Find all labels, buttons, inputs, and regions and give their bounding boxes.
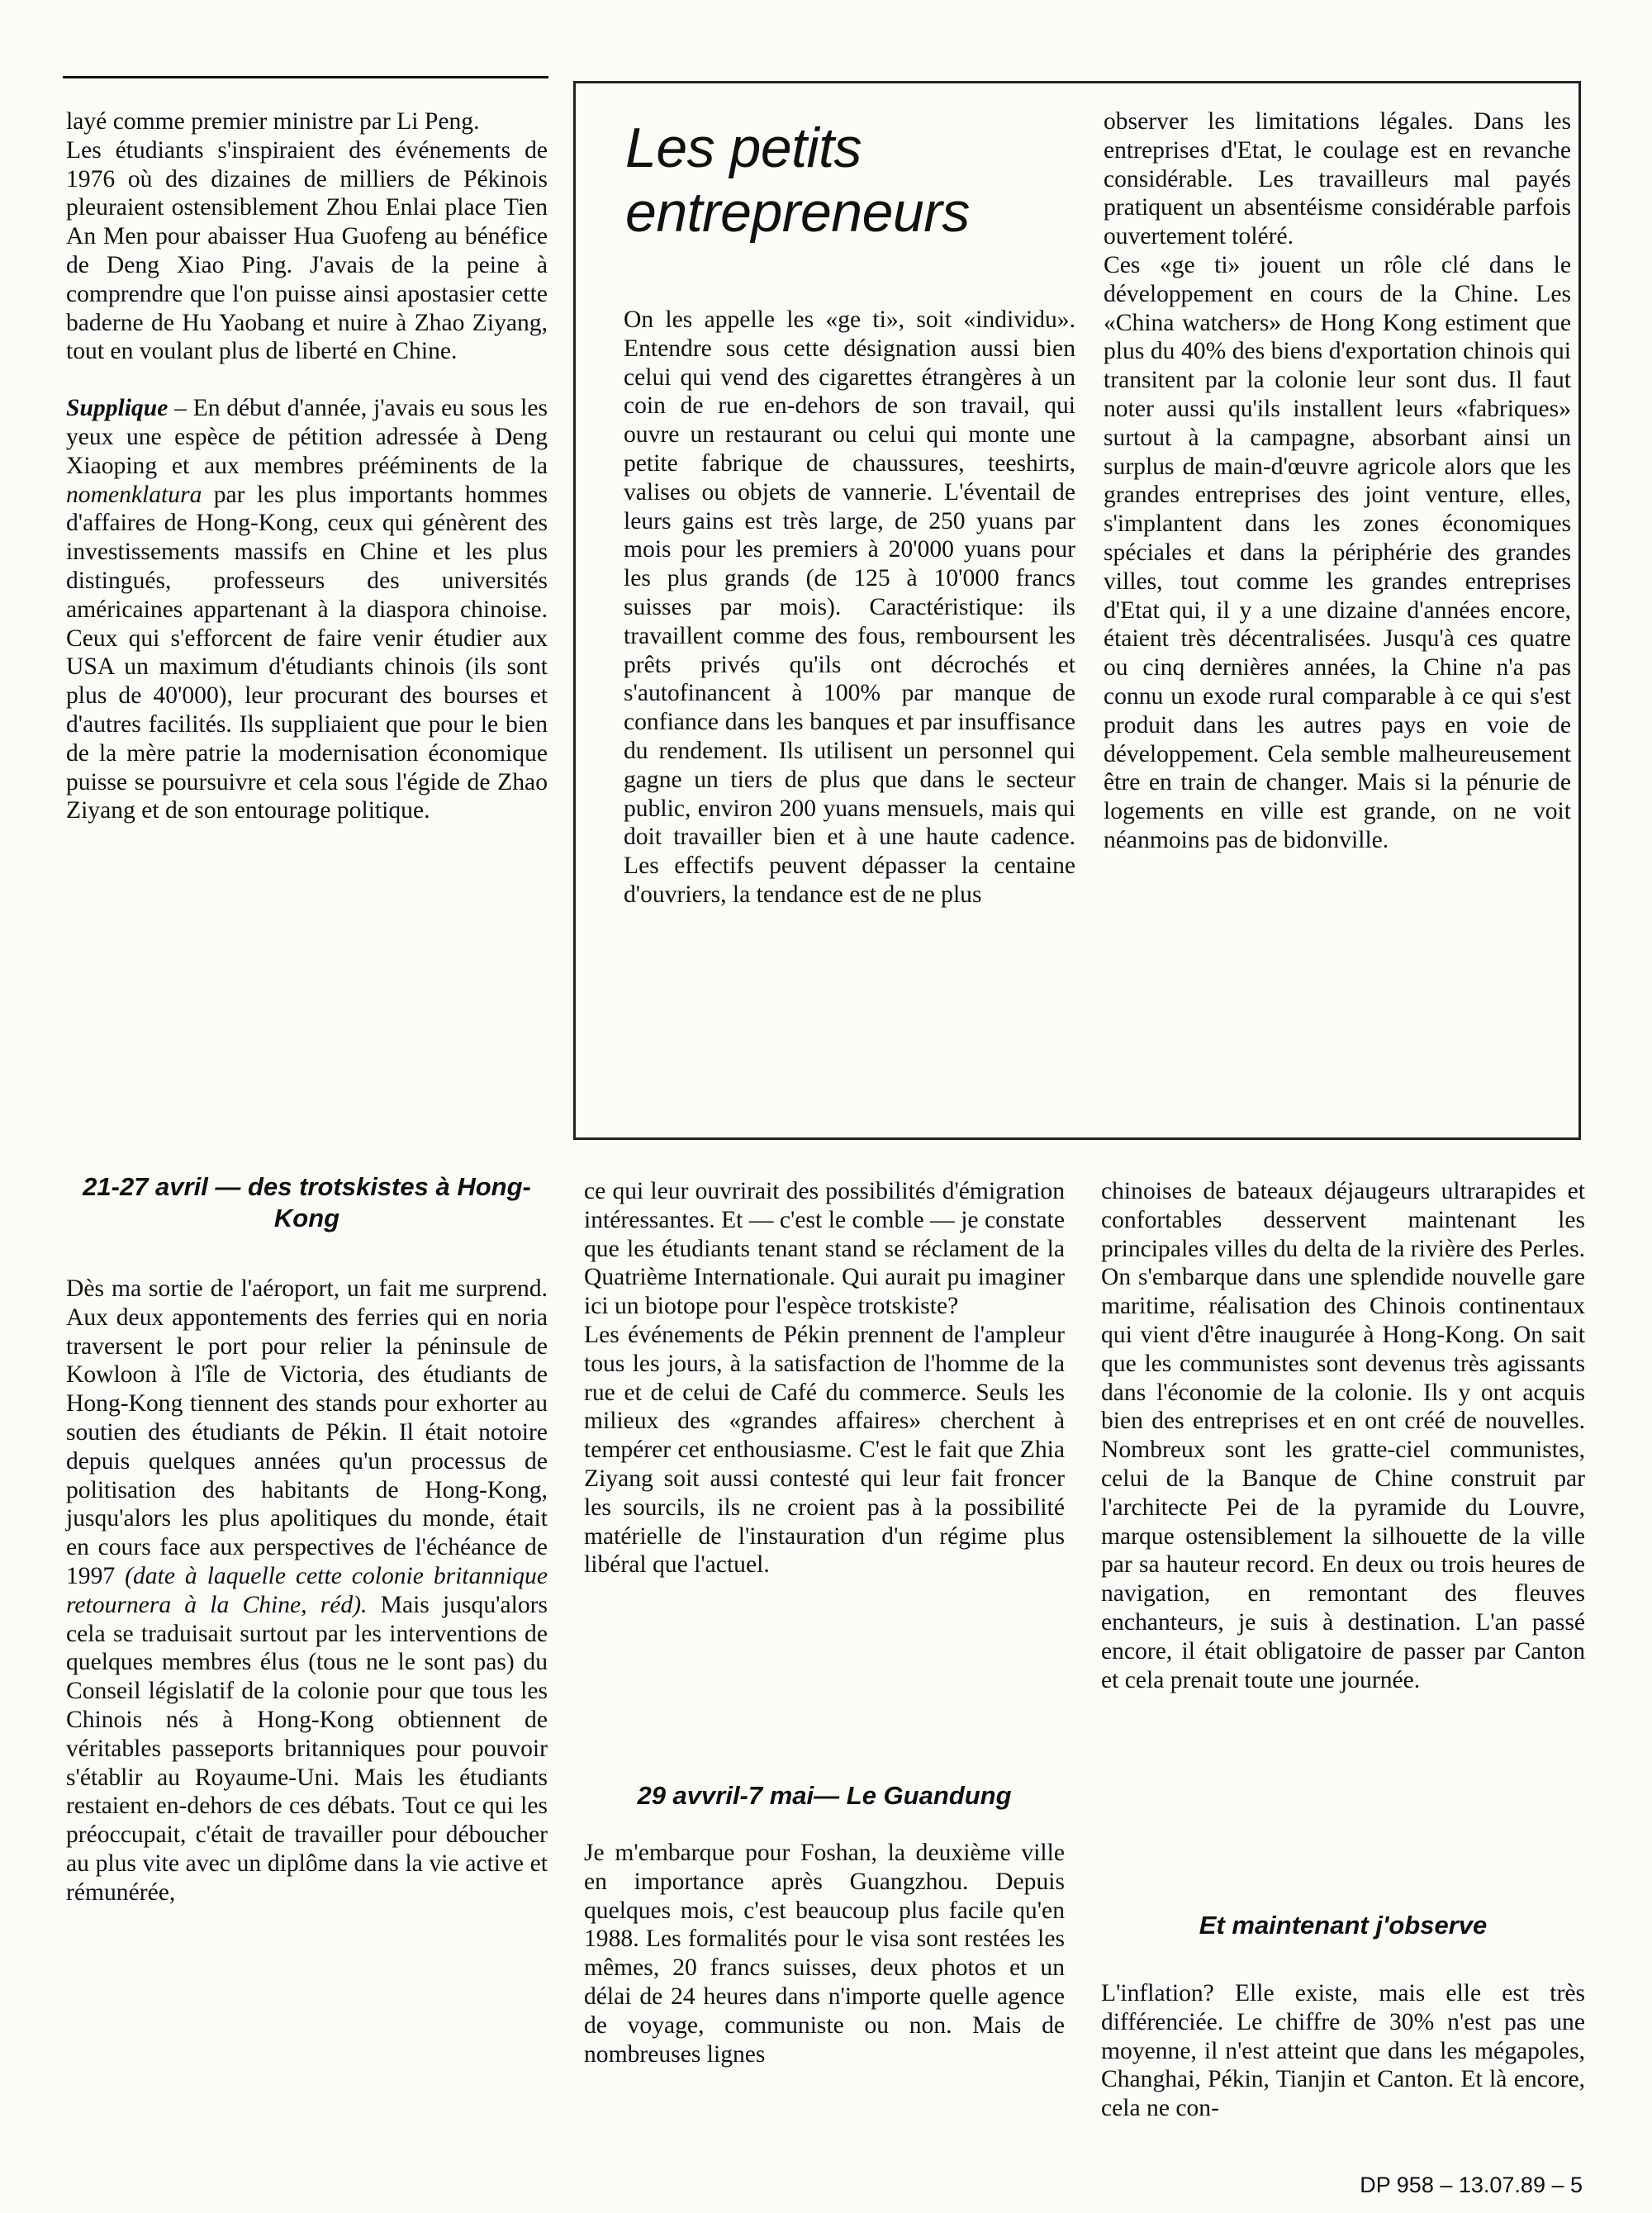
paragraph: Je m'embarque pour Foshan, la deuxième ville en importance après Guangzhou. Depuis quelques mois, c'est beaucoup plus facile qu'en 1988. Les formalités pour le visa sont restées les mêmes, 20 francs suisses, deux photos et un délai de 24 heures dans n'importe quelle agence de voyage, communiste ou non. Mais de nombreuses lignes [584,1840,1065,2068]
column-3-lower [1101,1979,1585,2123]
paragraph: L'inflation? Elle existe, mais elle est très différenciée. Le chiffre de 30% n'est pas une moyenne, il n'est atteint que dans les mégapoles, Changhai, Pékin, Tianjin et Canton. Et là encore, cela ne con- [1101,1980,1585,2122]
paragraph: ce qui leur ouvrirait des possibilités d'émigration intéressantes. Et — c'est le comble — je constate que les étudiants tenant stand se réclament de la Quatrième Internationale. Qui aurait pu imaginer ici un biotope pour l'espèce trotskiste? [584,1178,1065,1320]
box-column-2 [1104,107,1571,855]
lead-word: Supplique [66,395,169,422]
paragraph: chinoises de bateaux déjaugeurs ultrarapides et confortables desservent maintenant les principales villes du delta de la rivière des Perles. On s'embarque dans une splendide nouvelle gare maritime, réalisation des Chinois continentaux qui vient d'être inaugurée à Hong-Kong. On sait que les communistes sont devenus très agissants dans l'économie de la colonie. Ils y ont acquis bien des entreprises et en ont créé de nouvelles. Nombreux sont les gratte-ciel communistes, celui de la Banque de Chine construit par l'architecte Pei de la pyramide du Louvre, marque ostensiblement la silhouette de la ville par sa hauteur record. En deux ou trois heures de navigation, en remontant des fleuves enchanteurs, je suis à destination. L'an passé encore, il était obligatoire de passer par Canton et cela prenait toute une journée. [1101,1178,1585,1693]
column-1-lower [66,1275,548,1907]
paragraph-supplique: Supplique – En début d'année, j'avais eu sous les yeux une espèce de pétition adressée à Deng Xiaoping et aux membres prééminents de la nomenklatura par les plus importants hommes d'affaires de Hong-Kong, ceux qui génèrent des investissements massifs en Chine et les plus distingués, professeurs des universités américaines appartenant à la diaspora chinoise. Ceux qui s'efforcent de faire venir étudier aux USA un maximum d'étudiants chinois (ils sont plus de 40'000), leur procurant des bourses et d'autres facilités. Ils suppliaient que pour le bien de la mère patrie la modernisation économique puisse se poursuivre et cela sous l'égide de Zhao Ziyang et de son entourage politique. [66,395,548,824]
paragraph: On les appelle les «ge ti», soit «individu». Entendre sous cette désignation aussi bien celui qui vend des cigarettes étrangères à un coin de rue en-dehors de son travail, qui ouvre un restaurant ou celui qui monte une petite fabrique de chaussures, teeshirts, valises ou objets de vannerie. L'éventail de leurs gains est très large, de 250 yuans par mois pour les premiers à 20'000 yuans pour les plus grands (de 125 à 10'000 francs suisses par mois). Caractéristique: ils travaillent comme des fous, remboursent les prêts privés qu'ils ont décrochés et s'autofinancent à 100% par manque de confiance dans les banques et par insuffisance du rendement. Ils utilisent un personnel qui gagne un tiers de plus que dans le secteur public, environ 200 yuans mensuels, mais qui doit travailler bien et à une haute cadence. Les effectifs peuvent dépasser la centaine d'ouvriers, la tendance est de ne plus [624,306,1075,908]
column-2 [584,1177,1065,1579]
section-heading: Et maintenant j'observe [1199,1911,1488,1940]
section-heading: 21-27 avril — des trotskistes à Hong-Kong [83,1172,531,1232]
paragraph: Les événements de Pékin prennent de l'ampleur tous les jours, à la satisfaction de l'homme de la rue et de celui de Café du commerce. Seuls les milieux des «grandes affaires» cherchent à tempérer cet enthousiasme. C'est le fait que Zhia Ziyang soit aussi contesté qui leur fait froncer les sourcils, ils ne croient pas à la possibilité matérielle de l'instauration d'un régime plus libéral que l'actuel. [584,1321,1065,1579]
page-footer: DP 958 – 13.07.89 – 5 [1360,2173,1583,2197]
paragraph: Ces «ge ti» jouent un rôle clé dans le développement en cours de la Chine. Les «China watchers» de Hong Kong estiment que plus du 40% des biens d'exportation chinois qui transitent par la colonie leur sont dus. Il faut noter aussi qu'ils installent leurs «fabriques» surtout à la campagne, absorbant ainsi un surplus de main-d'œuvre agricole alors que les grandes entreprises des joint venture, elles, s'implantent dans les zones économiques spéciales et dans la périphérie des grandes villes, tout comme les grandes entreprises d'Etat qui, il y a une dizaine d'années encore, étaient très décentralisées. Jusqu'à ces quatre ou cinq dernières années, la Chine n'a pas connu un exode rural comparable à ce qui s'est produit dans les autres pays en voie de développement. Cela semble malheureusement être en train de changer. Mais si la pénurie de logements en ville est grande, on ne voit néanmoins pas de bidonville. [1104,251,1571,853]
column-3 [1101,1177,1585,1694]
paragraph: Les étudiants s'inspiraient des événements de 1976 où des dizaines de milliers de Pékinois pleuraient ostensiblement Zhou Enlai place Tien An Men pour abaisser Hua Guofeng au bénéfice de Deng Xiao Ping. J'avais de la peine à comprendre que l'on puisse ainsi apostasier cette baderne de Hu Yaobang et nuire à Zhao Ziyang, tout en voulant plus de liberté en Chine. [66,136,548,365]
top-rule [63,76,548,78]
column-1-upper [66,107,548,825]
paragraph: Dès ma sortie de l'aéroport, un fait me surprend. Aux deux appontements des ferries qui en noria traversent le port pour relier la péninsule de Kowloon à l'île de Victoria, des étudiants de Hong-Kong tiennent des stands pour exhorter au soutien des étudiants de Pékin. Il était notoire depuis quelques années qu'un processus de politisation des habitants de Hong-Kong, jusqu'alors les plus apolitiques du monde, était en cours face aux perspectives de l'échéance de 1997 (date à laquelle cette colonie britannique retournera à la Chine, réd). Mais jusqu'alors cela se traduisait surtout par les interventions de quelques membres élus (tous ne le sont pas) du Conseil législatif de la colonie pour que tous les Chinois nés à Hong-Kong obtiennent de véritables passeports britanniques pour pouvoir s'établir au Royaume-Uni. Mais les étudiants restaient en-dehors de ces débats. Tout ce qui les préoccupait, c'était de travailler pour déboucher au plus vite avec un diplôme dans la vie active et rémunérée, [66,1275,548,1906]
column-2-lower [584,1839,1065,2068]
paragraph: layé comme premier ministre par Li Peng. [66,108,480,135]
box-title: Les petits entrepreneurs [625,116,970,244]
paragraph: observer les limitations légales. Dans les entreprises d'Etat, le coulage est en revanche considérable. Les travailleurs mal payés pratiquent un absentéisme considérable parfois ouvertement toléré. [1104,108,1571,250]
box-column-1 [624,306,1075,909]
section-heading: 29 avvril-7 mai— Le Guandung [637,1781,1012,1810]
